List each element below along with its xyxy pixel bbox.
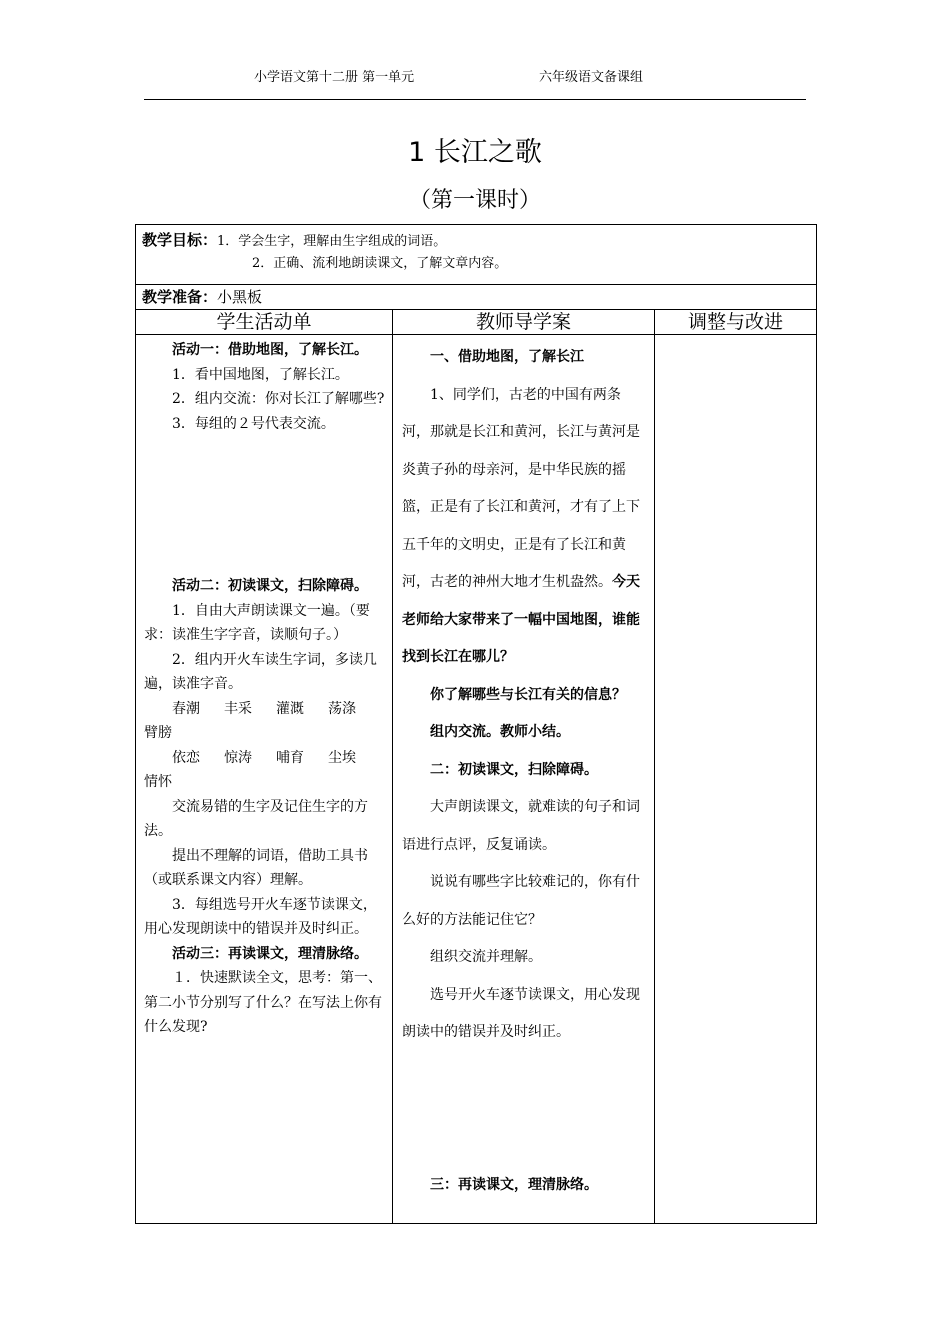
activity-step: 2．组内开火车读生字词，多读几遍，读准字音。 [144,651,377,692]
guide-section-title: 一、借助地图，了解长江 [430,349,584,365]
teaching-preparation [136,285,817,310]
vocabulary-row [144,697,386,722]
lesson-plan-table [135,224,817,1224]
lesson-subtitle: （第一课时） [408,188,541,213]
adjustment-column [655,335,817,1224]
activity-step: 2．组内交流：你对长江了解哪些? [172,391,385,407]
vocab-word: 春潮 [172,700,200,717]
activity-title: 活动二：初读课文，扫除障碍。 [172,578,368,594]
prep-label: 教学准备： [142,288,218,306]
activity-step: 3．每组的２号代表交流。 [172,415,335,432]
column-header-adjust: 调整与改进 [655,310,817,335]
vocab-word: 荡涤 [328,700,356,717]
guide-text: 组织交流并理解。 [430,949,542,965]
vocab-word: 丰采 [224,700,252,717]
guide-text: 1、同学们，古老的中国有两条河，那就是长江和黄河，长江与黄河是炎黄子孙的母亲河，是中华民族的摇篮，正是有了长江和黄河，才有了上下五千年的文明史，正是有了长江和黄河，古老的神州大地才生机盎然。今天老师给大家带来了一幅中国地图，谁能找到长江在哪儿？ [402,386,640,665]
activity-title: 活动三：再读课文，理清脉络。 [172,945,368,962]
vocab-word: 哺育 [276,749,304,766]
guide-text: 选号开火车逐节读课文，用心发现朗读中的错误并及时纠正。 [402,986,640,1040]
activity-step: 3．每组选号开火车逐节读课文，用心发现朗读中的错误并及时纠正。 [144,896,377,937]
guide-text: 你了解哪些与长江有关的信息？ [430,686,626,703]
goal-item: 2．正确、流利地朗读课文，了解文章内容。 [252,256,508,271]
column-header-teacher: 教师导学案 [393,310,655,335]
activity-title: 活动一：借助地图，了解长江。 [172,342,368,358]
guide-text: 说说有哪些字比较难记的，你有什么好的方法能记住它？ [402,874,640,928]
page-header [0,66,950,90]
goals-label: 教学目标： [142,231,218,249]
vocab-word: 依恋 [172,749,200,766]
header-group: 六年级语文备课组 [539,70,644,85]
activity-step: 1．看中国地图，了解长江。 [172,366,349,383]
guide-section-title: 二：初读课文，扫除障碍。 [430,761,598,778]
header-course: 小学语文第十二册 第一单元 [254,70,415,85]
guide-text: 组内交流。教师小结。 [430,724,570,740]
goal-item: 1．学会生字，理解由生字组成的词语。 [217,234,447,249]
activity-step: 1．自由大声朗读课文一遍。（要求：读准生字字音，读顺句子。） [144,602,370,643]
vocab-word: 惊涛 [224,749,252,766]
activity-step: 提出不理解的词语，借助工具书（或联系课文内容）理解。 [144,847,368,888]
teacher-guide-column [393,335,655,1224]
vocab-word: 尘埃 [328,749,356,766]
lesson-title: 1 长江之歌 [408,137,542,168]
vocabulary-row [144,746,386,771]
guide-text: 大声朗读课文，就难读的句子和词语进行点评，反复诵读。 [402,799,640,853]
guide-section-title: 三：再读课文，理清脉络。 [430,1176,598,1193]
header-divider [144,99,806,100]
activity-step: １．快速默读全文，思考：第一、第二小节分别写了什么？在写法上你有什么发现? [144,970,382,1035]
column-header-student: 学生活动单 [136,310,393,335]
activity-step: 交流易错的生字及记住生字的方法。 [144,798,368,839]
vocab-word: 臂膀 [144,725,172,741]
vocab-word: 情怀 [144,774,172,790]
student-activity-column [136,335,393,1224]
vocab-word: 灌溉 [276,700,304,717]
prep-value: 小黑板 [217,288,263,306]
teaching-goals [136,225,817,285]
